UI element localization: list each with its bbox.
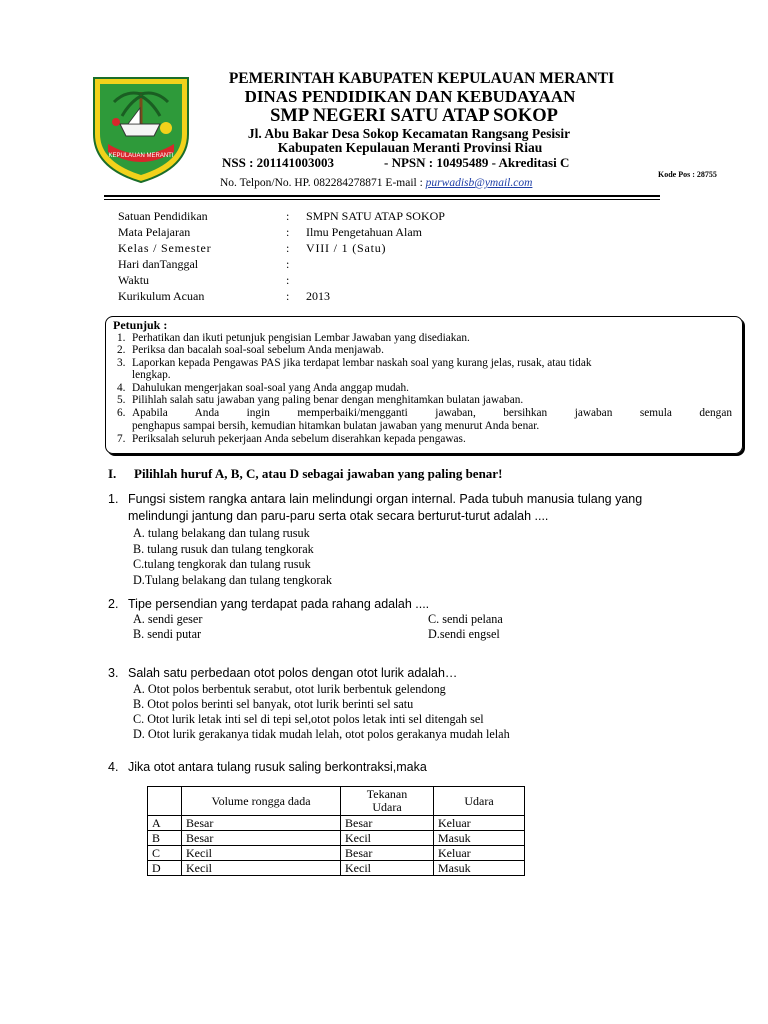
question-number: 2. (108, 597, 119, 611)
info-label: Kurikulum Acuan (118, 289, 205, 303)
table-row[interactable]: B Besar Kecil Masuk (148, 831, 525, 846)
answer-option[interactable]: C. Otot lurik letak inti sel di tepi sel,otot polos letak inti sel ditengah sel (133, 712, 484, 726)
section-heading: I. Pilihlah huruf A, B, C, atau D sebagai jawaban yang paling benar! (108, 466, 503, 481)
header-nss-npsn (222, 155, 569, 171)
info-label: Satuan Pendidikan (118, 209, 208, 223)
header-government: PEMERINTAH KABUPATEN KEPULAUAN MERANTI (228, 70, 615, 87)
info-value: VIII / 1 (Satu) (306, 241, 387, 255)
question-text: Jika otot antara tulang rusuk saling berkontraksi,maka (128, 760, 427, 774)
header-contact (220, 177, 532, 189)
table-row[interactable]: A Besar Besar Keluar (148, 816, 525, 831)
info-label: Waktu (118, 273, 150, 287)
answer-option[interactable]: A. tulang belakang dan tulang rusuk (133, 526, 310, 540)
header-address-2: Kabupaten Kepulauan Meranti Provinsi Riau (277, 140, 543, 155)
table-header-row (148, 787, 525, 816)
question-number: 4. (108, 760, 119, 774)
info-value: SMPN SATU ATAP SOKOP (306, 209, 445, 223)
question-text: melindungi jantung dan paru-paru serta otak secara berturut-turut adalah .... (128, 509, 549, 523)
answer-table (147, 786, 525, 876)
answer-option[interactable]: D.sendi engsel (428, 627, 500, 641)
answer-option[interactable]: B. tulang rusuk dan tulang tengkorak (133, 542, 314, 556)
question-text: Salah satu perbedaan otot polos dengan otot lurik adalah… (128, 666, 458, 680)
table-row[interactable]: D Kecil Kecil Masuk (148, 861, 525, 876)
info-label: Kelas / Semester (118, 241, 212, 255)
header-divider-thick (104, 195, 660, 197)
info-value: Ilmu Pengetahuan Alam (306, 225, 422, 239)
table-header: Tekanan Udara (341, 787, 434, 816)
nss-text: NSS : 201141003003 (222, 155, 334, 170)
info-label: Mata Pelajaran (118, 225, 191, 239)
answer-option[interactable]: D.Tulang belakang dan tulang tengkorak (133, 573, 332, 587)
instructions-title: Petunjuk : (113, 318, 168, 332)
table-header: Volume rongga dada (182, 787, 341, 816)
answer-option[interactable]: B. sendi putar (133, 627, 202, 641)
table-header (148, 787, 182, 816)
email-link[interactable]: purwadisb@ymail.com (425, 177, 533, 189)
npsn-text: - NPSN : 10495489 - Akreditasi C (384, 155, 570, 170)
logo-text: KEPULAUAN MERANTI (108, 153, 174, 159)
info-label: Hari danTanggal (118, 257, 199, 271)
answer-option[interactable]: D. Otot lurik gerakanya tidak mudah lelah, otot polos gerakanya mudah lelah (133, 727, 510, 741)
header-divider-thin (104, 199, 660, 200)
question-number: 3. (108, 666, 119, 680)
answer-option[interactable]: B. Otot polos berinti sel banyak, otot lurik berinti sel satu (133, 697, 414, 711)
header-address-1: Jl. Abu Bakar Desa Sokop Kecamatan Rangsang Pesisir (247, 126, 571, 141)
answer-option[interactable]: C.tulang tengkorak dan tulang rusuk (133, 557, 311, 571)
contact-prefix: No. Telpon/No. HP. 082284278871 E-mail : (220, 177, 426, 189)
answer-option[interactable]: A. sendi geser (133, 612, 203, 626)
question-number: 1. (108, 492, 119, 506)
info-value: 2013 (306, 289, 330, 303)
question-text: Tipe persendian yang terdapat pada rahang adalah .... (128, 597, 430, 611)
answer-option[interactable]: A. Otot polos berbentuk serabut, otot lurik berbentuk gelendong (133, 682, 446, 696)
question-text: Fungsi sistem rangka antara lain melindungi organ internal. Pada tubuh manusia tulang yang (128, 492, 643, 506)
table-row[interactable]: C Kecil Besar Keluar (148, 846, 525, 861)
table-header: Udara (434, 787, 525, 816)
header-department: DINAS PENDIDIKAN DAN KEBUDAYAAN (244, 87, 576, 106)
answer-option[interactable]: C. sendi pelana (428, 612, 503, 626)
header-school: SMP NEGERI SATU ATAP SOKOP (270, 106, 558, 126)
postal-code: Kode Pos : 28755 (658, 170, 717, 179)
